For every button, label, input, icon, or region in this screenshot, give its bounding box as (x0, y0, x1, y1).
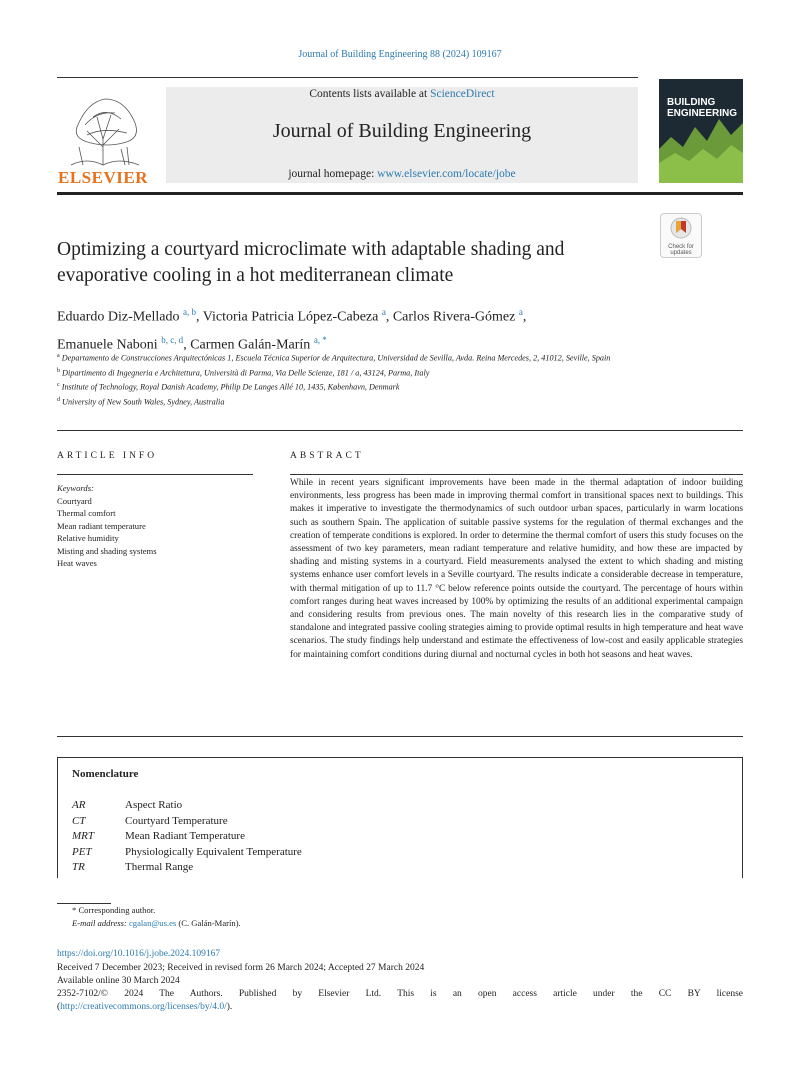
header-rule-bottom (57, 192, 743, 195)
contents-prefix: Contents lists available at (309, 88, 431, 100)
affiliation-item (57, 379, 743, 394)
sciencedirect-link[interactable]: ScienceDirect (430, 88, 495, 100)
footnote-rule (57, 903, 111, 904)
nomenclature-def: Courtyard Temperature (125, 815, 228, 827)
nomenclature-abbr: TR (72, 861, 85, 873)
keyword-item: Thermal comfort (57, 508, 116, 518)
check-for-updates-button[interactable] (660, 213, 702, 258)
journal-citation[interactable]: Journal of Building Engineering 88 (2024) 109167 (298, 49, 502, 60)
journal-cover[interactable] (659, 79, 743, 183)
article-info-rule (57, 474, 253, 475)
license-paren-close: ). (226, 1002, 233, 1012)
section-rule (57, 736, 743, 737)
nomenclature-row (72, 861, 193, 873)
homepage-line (166, 168, 638, 180)
article-title: Optimizing a courtyard microclimate with adaptable shading and evaporative cooling in a hot mediterranean climate (57, 239, 565, 286)
received-dates: Received 7 December 2023; Received in revised form 26 March 2024; Accepted 27 March 2024 (57, 963, 425, 973)
affiliation-text: Dipartimento di Ingegneria e Architettura, Università di Parma, Via Delle Scienze, 181 / a, 43124, Parma, Italy (62, 368, 430, 378)
cover-title-1: BUILDING (667, 97, 716, 108)
author-affil-marks[interactable]: a (518, 307, 523, 317)
affiliation-mark: c (57, 382, 60, 389)
nomenclature-row (72, 830, 245, 842)
affiliation-item (57, 365, 743, 380)
author-name[interactable]: Emanuele Naboni (57, 337, 158, 353)
affiliation-text: University of New South Wales, Sydney, Australia (62, 397, 225, 407)
nomenclature-abbr: PET (72, 846, 92, 858)
header-rule-top (57, 77, 638, 78)
author-affil-marks[interactable]: a (381, 307, 386, 317)
email-label: E-mail address: (72, 918, 129, 928)
nomenclature-row (72, 815, 228, 827)
doi-link[interactable]: https://doi.org/10.1016/j.jobe.2024.109167 (57, 949, 221, 959)
cover-title-2: ENGINEERING (667, 108, 738, 119)
nomenclature-def: Thermal Range (125, 861, 194, 873)
affiliation-text: Institute of Technology, Royal Danish Academy, Philip De Langes Allé 10, 1435, København, Denmark (61, 383, 400, 393)
nomenclature-abbr: AR (72, 799, 86, 811)
check-updates-icon (670, 217, 692, 239)
license-paren-open: ( (57, 1002, 61, 1012)
doi-link-line (57, 948, 743, 961)
author-affil-marks[interactable]: a, b (182, 307, 196, 317)
check-updates-label-1: Check for (668, 244, 694, 250)
author-name[interactable]: Victoria Patricia López-Cabeza (202, 309, 379, 325)
author-affil-marks[interactable]: a, * (313, 334, 327, 345)
journal-title: Journal of Building Engineering (272, 120, 532, 142)
article-info-heading: ARTICLE INFO (57, 451, 158, 461)
check-updates-label-2: updates (670, 250, 692, 256)
contents-line (166, 88, 638, 100)
nomenclature-heading: Nomenclature (72, 768, 139, 780)
keyword-item: Mean radiant temperature (57, 520, 146, 531)
nomenclature-row (72, 799, 182, 811)
available-online: Available online 30 March 2024 (57, 976, 180, 986)
keyword-item: Misting and shading systems (57, 545, 157, 556)
affiliation-mark: d (57, 397, 60, 404)
author-affil-marks[interactable]: b, c, d (161, 334, 184, 345)
abstract-rule (290, 474, 743, 475)
homepage-link[interactable]: www.elsevier.com/locate/jobe (377, 168, 516, 180)
author-list (57, 301, 743, 356)
affiliation-item (57, 350, 743, 365)
nomenclature-def: Mean Radiant Temperature (125, 830, 245, 842)
homepage-prefix: journal homepage: (288, 168, 378, 180)
keyword-item: Relative humidity (57, 533, 119, 543)
abstract-text: While in recent years significant improvements have been made in the thermal adaptation of indoor building environments, less progress has been made in improving thermal comfort in transitional spaces next to buildings. This makes it imperative to investigate the thermodynamics of such outdoor urban spaces, particularly in warm locations such as southern Spain. The application of suitable passive systems for the regulation of thermal exchanges and the creation of temperate conditions is explored. In order to determine the thermal comfort of users this study focuses on the assessment of two key parameters, mean radiant temperature and relative humidity, and how these are impacted by shading and misting systems in a courtyard. Field measurements analysed the extent to which shading and misting systems enhance user comfort levels in a Seville courtyard. The results indicate a considerable decrease in temperature, with thermal mitigation of up to 11.7 °C below reference points outside the courtyard. The percentage of hours within comfort ranges during heat waves increased by 100% by optimizing the results of an additional experimental campaign and considering results from previous ones. The main novelty of this research lies in the comparative study of standalone and integrated passive cooling strategies aiming to provide optimal results in high temperature and heat wave scenarios. The study findings help understand and estimate the effectiveness of low-cost and easily applicable strategies for maintaining comfort conditions during diurnal and nocturnal cycles in both hot seasons and heat waves. (290, 478, 743, 660)
elsevier-wordmark: ELSEVIER (58, 168, 148, 187)
cover-art (659, 79, 743, 183)
nomenclature-abbr: CT (72, 815, 86, 827)
nomenclature-abbr: MRT (72, 830, 94, 842)
keywords-block (57, 482, 257, 570)
keyword-item: Courtyard (57, 495, 92, 506)
abstract-heading: ABSTRACT (290, 451, 364, 461)
affiliations (57, 350, 743, 409)
affiliation-mark: a (57, 353, 60, 359)
license-link[interactable]: http://creativecommons.org/licenses/by/4.0/ (60, 1002, 227, 1012)
affiliation-item (57, 394, 743, 409)
license-text: 2352-7102/© 2024 The Authors. Published by Elsevier Ltd. This is an open access article under the CC BY license (57, 989, 743, 999)
nomenclature-def: Physiologically Equivalent Temperature (125, 846, 302, 858)
author-name[interactable]: Eduardo Diz-Mellado (57, 309, 180, 325)
author-separator: , (195, 309, 203, 325)
section-rule (57, 430, 743, 431)
email-note (72, 918, 241, 928)
corresponding-author-note: * Corresponding author. (72, 905, 156, 915)
affiliation-text: Departamento de Construcciones Arquitectónicas 1, Escuela Técnica Superior de Arquitectura, Universidad de Sevilla, Avda. Reina Mercedes, 2, 41012, Seville, Spain (61, 353, 611, 363)
affiliation-mark: b (57, 367, 60, 374)
author-separator: , (522, 309, 527, 325)
keywords-label: Keywords: (57, 483, 94, 493)
author-separator: , (183, 337, 191, 353)
email-owner: (C. Galán-Marín). (176, 918, 241, 928)
license-link-line (57, 1001, 743, 1014)
author-name[interactable]: Carmen Galán-Marín (190, 337, 311, 353)
nomenclature-row (72, 846, 302, 858)
author-name[interactable]: Carlos Rivera-Gómez (392, 309, 516, 325)
email-link[interactable]: cgalan@us.es (128, 918, 177, 928)
nomenclature-def: Aspect Ratio (125, 799, 183, 811)
keyword-item: Heat waves (57, 558, 97, 568)
author-separator: , (385, 309, 393, 325)
